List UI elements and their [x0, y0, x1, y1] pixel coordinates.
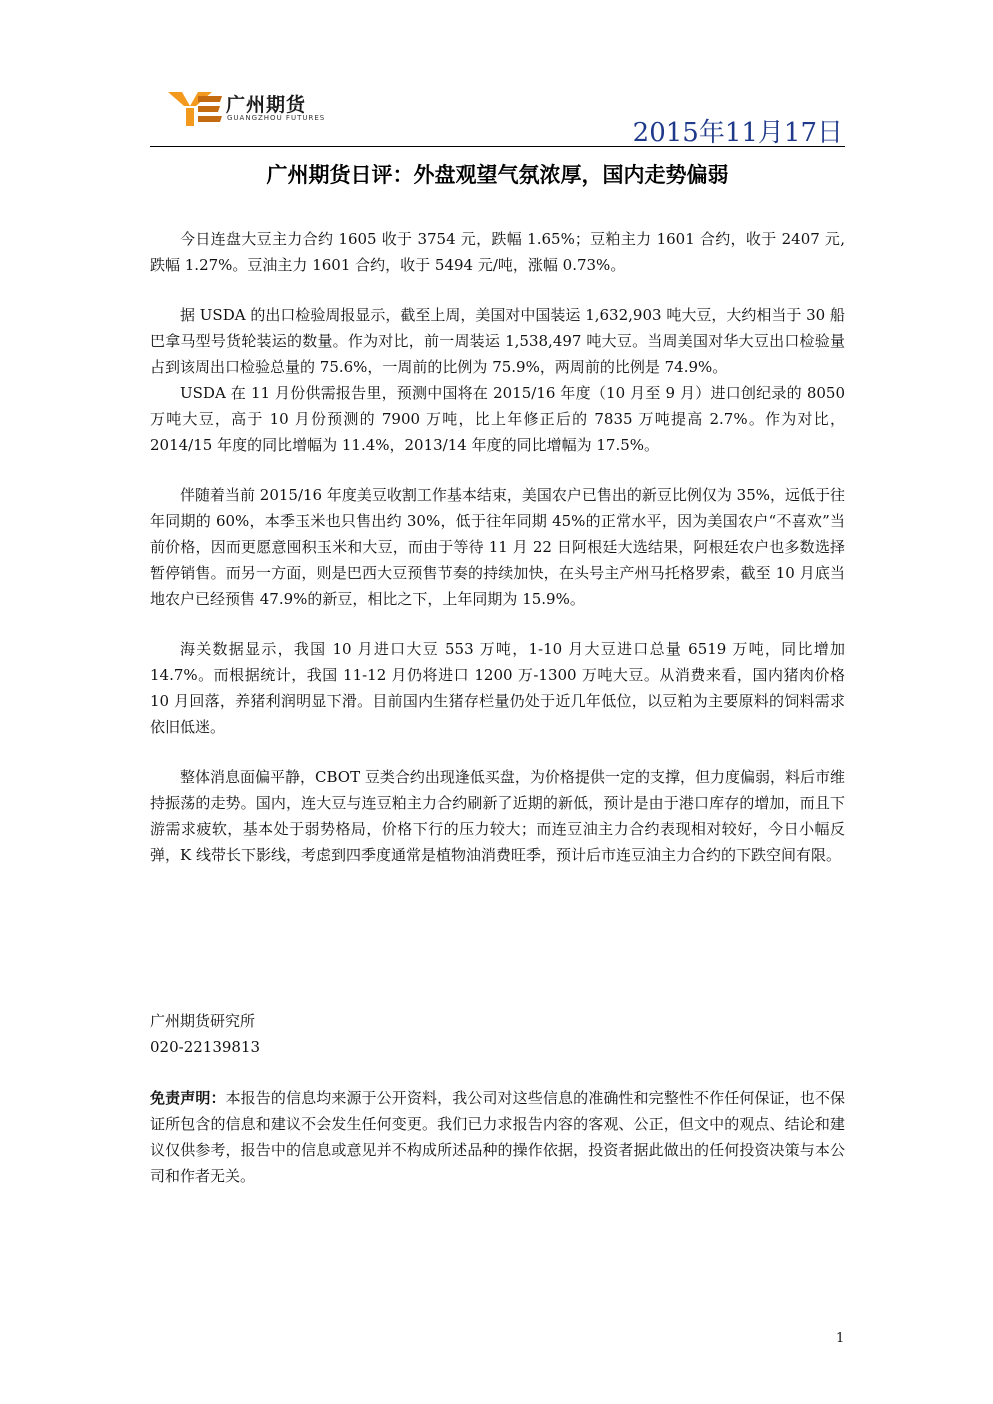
paragraph-usda-forecast: USDA 在 11 月份供需报告里，预测中国将在 2015/16 年度（10 月至 9 月）进口创纪录的 8050 万吨大豆，高于 10 月份预测的 7900 万吨，比上年修正后的 7835 万吨提高 2.7%。作为对比，2014/15 年度的同比增幅为 11.4%，2013/14 年度的同比增幅为 17.5%。 [150, 384, 845, 454]
header-divider [150, 146, 845, 147]
contact-org: 广州期货研究所 [150, 1012, 256, 1030]
disclaimer-text: 本报告的信息均来源于公开资料，我公司对这些信息的准确性和完整性不作任何保证，也不保证所包含的信息和建议不会发生任何变更。我们已力求报告内容的客观、公正，但文中的观点、结论和建议仅供参考，报告中的信息或意见并不构成所述品种的操作依据，投资者据此做出的任何投资决策与本公司和作者无关。 [150, 1089, 845, 1185]
paragraph-customs: 海关数据显示，我国 10 月进口大豆 553 万吨，1-10 月大豆进口总量 6519 万吨，同比增加 14.7%。而根据统计，我国 11-12 月仍将进口 1200 万-1300 万吨大豆。从消费来看，国内猪肉价格 10 月回落，养猪利润明显下滑。目前国内生猪存栏量仍处于近几年低位，以豆粕为主要原料的饲料需求依旧低迷。 [150, 640, 845, 736]
paragraph-prices: 今日连盘大豆主力合约 1605 收于 3754 元，跌幅 1.65%；豆粕主力 1601 合约，收于 2407 元,跌幅 1.27%。豆油主力 1601 合约，收于 5494 元/吨，涨幅 0.73%。 [150, 230, 845, 274]
logo-mark-icon [168, 88, 224, 128]
paragraph-outlook: 整体消息面偏平静，CBOT 豆类合约出现逢低买盘，为价格提供一定的支撑，但力度偏弱，料后市维持振荡的走势。国内，连大豆与连豆粕主力合约刷新了近期的新低，预计是由于港口库存的增加，而且下游需求疲软，基本处于弱势格局，价格下行的压力较大；而连豆油主力合约表现相对较好，今日小幅反弹，K 线带长下影线，考虑到四季度通常是植物油消费旺季，预计后市连豆油主力合约的下跌空间有限。 [150, 768, 845, 864]
company-logo [168, 88, 358, 128]
page-number: 1 [836, 1331, 845, 1346]
report-body [150, 226, 845, 868]
report-title: 广州期货日评：外盘观望气氛浓厚，国内走势偏弱 [266, 163, 729, 187]
logo-company-english: GUANGZHOU FUTURES [227, 114, 326, 122]
paragraph-usda-inspection: 据 USDA 的出口检验周报显示，截至上周，美国对中国装运 1,632,903 吨大豆，大约相当于 30 船巴拿马型号货轮装运的数量。作为对比，前一周装运 1,538,497 吨大豆。当周美国对华大豆出口检验量占到该周出口检验总量的 75.6%，一周前的比例为 75.9%，两周前的比例是 74.9%。 [150, 306, 845, 376]
disclaimer-label: 免责声明： [150, 1089, 226, 1107]
contact-block [150, 1008, 260, 1060]
report-date: 2015年11月17日 [632, 118, 843, 148]
disclaimer [150, 1085, 845, 1189]
paragraph-harvest: 伴随着当前 2015/16 年度美豆收割工作基本结束，美国农户已售出的新豆比例仅为 35%，远低于往年同期的 60%，本季玉米也只售出约 30%，低于往年同期 45%的正常水平，因为美国农户“不喜欢”当前价格，因而更愿意囤积玉米和大豆，而由于等待 11 月 22 日阿根廷大选结果，阿根廷农户也多数选择暂停销售。而另一方面，则是巴西大豆预售节奏的持续加快，在头号主产州马托格罗索，截至 10 月底当地农户已经预售 47.9%的新豆，相比之下，上年同期为 15.9%。 [150, 486, 845, 608]
contact-phone: 020-22139813 [150, 1038, 261, 1056]
logo-company-name: 广州期货 [226, 94, 307, 116]
